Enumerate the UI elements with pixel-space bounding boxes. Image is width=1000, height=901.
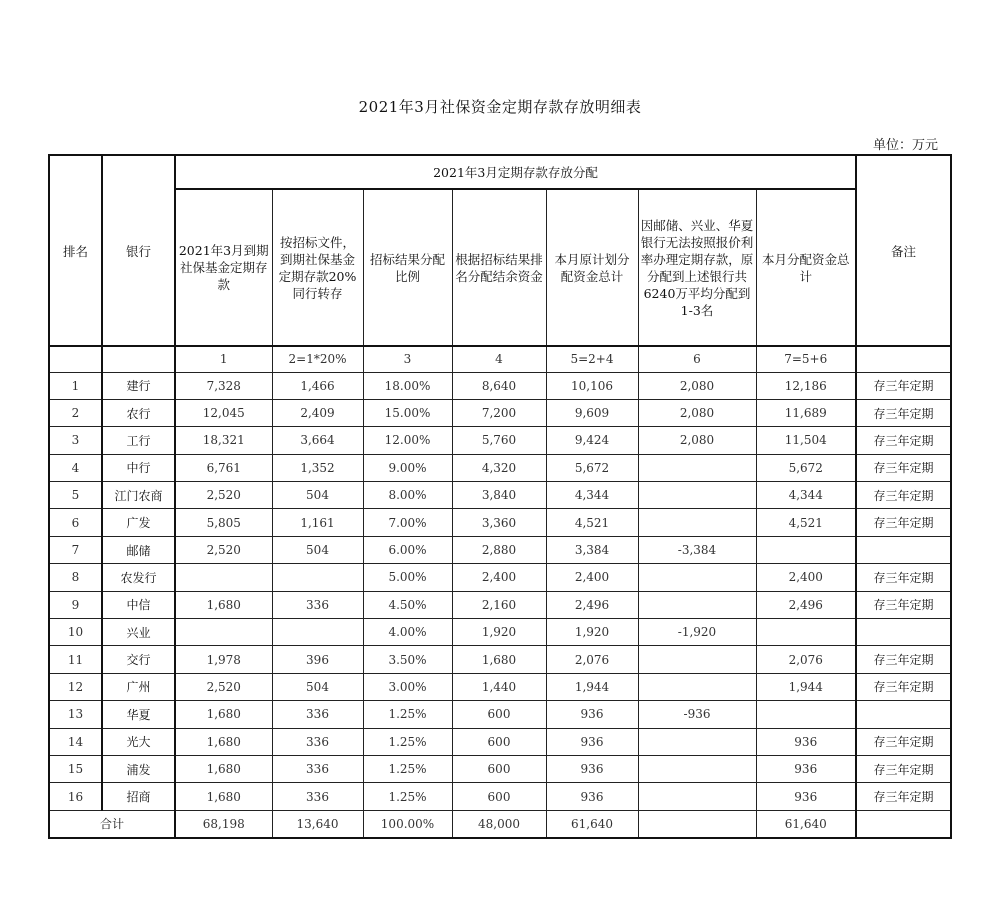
cell-c3: 6.00% (363, 536, 452, 563)
cell-c7 (756, 536, 856, 563)
cell-c6 (638, 728, 756, 755)
header-group: 2021年3月定期存款存放分配 (175, 155, 856, 189)
deposit-table (48, 154, 952, 839)
cell-c7: 12,186 (756, 372, 856, 399)
cell-bank: 交行 (102, 646, 175, 673)
cell-bank: 华夏 (102, 701, 175, 728)
cell-rank: 10 (49, 619, 102, 646)
cell-c4: 1,680 (452, 646, 546, 673)
cell-c4: 7,200 (452, 399, 546, 426)
cell-c4: 3,360 (452, 509, 546, 536)
cell-c2: 396 (272, 646, 363, 673)
cell-c2 (272, 564, 363, 591)
cell-c6 (638, 482, 756, 509)
cell-c2: 1,352 (272, 454, 363, 481)
cell-c6: -1,920 (638, 619, 756, 646)
header-col-7: 本月分配资金总计 (756, 189, 856, 346)
cell-remark: 存三年定期 (856, 564, 951, 591)
cell-bank: 中行 (102, 454, 175, 481)
cell-c2: 3,664 (272, 427, 363, 454)
cell-c1 (175, 564, 272, 591)
cell-c7: 5,672 (756, 454, 856, 481)
cell-rank: 12 (49, 673, 102, 700)
cell-c2: 504 (272, 673, 363, 700)
cell-remark: 存三年定期 (856, 372, 951, 399)
formula-6: 6 (638, 346, 756, 372)
cell-c5: 9,609 (546, 399, 638, 426)
cell-c2: 504 (272, 482, 363, 509)
cell-c7: 4,344 (756, 482, 856, 509)
cell-c3: 1.25% (363, 783, 452, 810)
cell-c1: 18,321 (175, 427, 272, 454)
cell-c7 (756, 701, 856, 728)
cell-rank: 15 (49, 755, 102, 782)
cell-c4: 1,920 (452, 619, 546, 646)
cell-c1: 5,805 (175, 509, 272, 536)
table-row (49, 509, 951, 536)
cell-rank: 5 (49, 482, 102, 509)
formula-remark-blank (856, 346, 951, 372)
cell-bank: 兴业 (102, 619, 175, 646)
cell-c1: 2,520 (175, 482, 272, 509)
cell-c5: 2,400 (546, 564, 638, 591)
cell-c3: 15.00% (363, 399, 452, 426)
cell-c7: 11,689 (756, 399, 856, 426)
cell-c6: 2,080 (638, 427, 756, 454)
table-row (49, 372, 951, 399)
cell-c2: 336 (272, 591, 363, 618)
cell-c5: 936 (546, 755, 638, 782)
cell-c4: 2,400 (452, 564, 546, 591)
cell-c3: 18.00% (363, 372, 452, 399)
cell-bank: 建行 (102, 372, 175, 399)
header-col-6: 因邮储、兴业、华夏银行无法按照报价利率办理定期存款，原分配到上述银行共6240万平均分配到1-3名 (638, 189, 756, 346)
cell-remark: 存三年定期 (856, 482, 951, 509)
cell-c6 (638, 810, 756, 837)
page-title: 2021年3月社保资金定期存款存放明细表 (358, 98, 642, 116)
cell-c7: 936 (756, 728, 856, 755)
cell-c2 (272, 619, 363, 646)
table-row (49, 783, 951, 810)
cell-c5: 1,944 (546, 673, 638, 700)
cell-remark: 存三年定期 (856, 427, 951, 454)
cell-c1: 1,680 (175, 728, 272, 755)
cell-rank: 8 (49, 564, 102, 591)
cell-c7: 2,076 (756, 646, 856, 673)
cell-c7: 2,400 (756, 564, 856, 591)
cell-c4: 3,840 (452, 482, 546, 509)
cell-remark (856, 810, 951, 837)
cell-bank: 广发 (102, 509, 175, 536)
header-rank: 排名 (49, 155, 102, 346)
cell-c4: 600 (452, 783, 546, 810)
cell-c7: 61,640 (756, 810, 856, 837)
cell-c6 (638, 564, 756, 591)
cell-remark: 存三年定期 (856, 509, 951, 536)
cell-remark: 存三年定期 (856, 755, 951, 782)
cell-c5: 3,384 (546, 536, 638, 563)
table-row (49, 701, 951, 728)
cell-c3: 3.50% (363, 646, 452, 673)
cell-c4: 8,640 (452, 372, 546, 399)
cell-c2: 504 (272, 536, 363, 563)
cell-c7: 936 (756, 755, 856, 782)
cell-remark: 存三年定期 (856, 728, 951, 755)
cell-remark: 存三年定期 (856, 783, 951, 810)
cell-c5: 936 (546, 783, 638, 810)
formula-rank-blank (49, 346, 102, 372)
cell-c5: 2,076 (546, 646, 638, 673)
cell-c1: 2,520 (175, 673, 272, 700)
cell-c5: 4,521 (546, 509, 638, 536)
cell-bank: 邮储 (102, 536, 175, 563)
cell-c6 (638, 673, 756, 700)
cell-c7: 936 (756, 783, 856, 810)
cell-remark: 存三年定期 (856, 591, 951, 618)
cell-c6 (638, 646, 756, 673)
cell-c5: 10,106 (546, 372, 638, 399)
cell-c2: 336 (272, 701, 363, 728)
header-remark: 备注 (856, 155, 951, 346)
cell-c1 (175, 619, 272, 646)
cell-c3: 3.00% (363, 673, 452, 700)
table-row (49, 564, 951, 591)
cell-c6: -3,384 (638, 536, 756, 563)
cell-c3: 4.00% (363, 619, 452, 646)
cell-c3: 12.00% (363, 427, 452, 454)
cell-c2: 336 (272, 783, 363, 810)
cell-c6 (638, 755, 756, 782)
cell-c3: 1.25% (363, 755, 452, 782)
cell-c6: 2,080 (638, 399, 756, 426)
table-row (49, 646, 951, 673)
cell-c2: 336 (272, 728, 363, 755)
cell-c2: 13,640 (272, 810, 363, 837)
cell-rank: 11 (49, 646, 102, 673)
cell-c5: 936 (546, 728, 638, 755)
cell-c3: 8.00% (363, 482, 452, 509)
cell-c7: 2,496 (756, 591, 856, 618)
cell-c2: 1,466 (272, 372, 363, 399)
cell-bank: 浦发 (102, 755, 175, 782)
table-row (49, 454, 951, 481)
cell-bank: 农行 (102, 399, 175, 426)
cell-rank: 6 (49, 509, 102, 536)
cell-c4: 2,880 (452, 536, 546, 563)
cell-c7: 1,944 (756, 673, 856, 700)
cell-c6 (638, 591, 756, 618)
header-col-5: 本月原计划分配资金总计 (546, 189, 638, 346)
cell-c2: 1,161 (272, 509, 363, 536)
cell-rank: 9 (49, 591, 102, 618)
cell-c7: 11,504 (756, 427, 856, 454)
cell-c1: 12,045 (175, 399, 272, 426)
cell-c3: 1.25% (363, 701, 452, 728)
cell-remark: 存三年定期 (856, 673, 951, 700)
cell-c3: 5.00% (363, 564, 452, 591)
formula-5: 5=2+4 (546, 346, 638, 372)
cell-bank: 光大 (102, 728, 175, 755)
table-row (49, 536, 951, 563)
formula-bank-blank (102, 346, 175, 372)
cell-bank: 广州 (102, 673, 175, 700)
cell-rank: 4 (49, 454, 102, 481)
cell-c2: 336 (272, 755, 363, 782)
cell-c3: 4.50% (363, 591, 452, 618)
cell-c7 (756, 619, 856, 646)
table-row (49, 755, 951, 782)
cell-c1: 1,978 (175, 646, 272, 673)
formula-2: 2=1*20% (272, 346, 363, 372)
cell-c3: 1.25% (363, 728, 452, 755)
cell-c5: 9,424 (546, 427, 638, 454)
cell-c7: 4,521 (756, 509, 856, 536)
table-row (49, 482, 951, 509)
formula-4: 4 (452, 346, 546, 372)
table-row (49, 427, 951, 454)
header-col-3: 招标结果分配比例 (363, 189, 452, 346)
header-col-2: 按招标文件，到期社保基金定期存款20%同行转存 (272, 189, 363, 346)
cell-c4: 600 (452, 701, 546, 728)
header-col-1: 2021年3月到期社保基金定期存款 (175, 189, 272, 346)
cell-rank: 3 (49, 427, 102, 454)
cell-bank: 农发行 (102, 564, 175, 591)
cell-c4: 1,440 (452, 673, 546, 700)
cell-c1: 1,680 (175, 701, 272, 728)
cell-c5: 936 (546, 701, 638, 728)
formula-3: 3 (363, 346, 452, 372)
cell-rank: 13 (49, 701, 102, 728)
table-row (49, 673, 951, 700)
cell-bank: 招商 (102, 783, 175, 810)
cell-remark (856, 536, 951, 563)
formula-1: 1 (175, 346, 272, 372)
total-row (49, 810, 951, 837)
cell-c4: 5,760 (452, 427, 546, 454)
cell-remark: 存三年定期 (856, 646, 951, 673)
cell-c4: 600 (452, 728, 546, 755)
cell-c3: 9.00% (363, 454, 452, 481)
cell-c6: -936 (638, 701, 756, 728)
cell-rank: 7 (49, 536, 102, 563)
cell-c5: 1,920 (546, 619, 638, 646)
cell-remark: 存三年定期 (856, 454, 951, 481)
cell-c6 (638, 783, 756, 810)
cell-remark (856, 619, 951, 646)
cell-c6: 2,080 (638, 372, 756, 399)
cell-c3: 100.00% (363, 810, 452, 837)
cell-bank: 工行 (102, 427, 175, 454)
table-row (49, 399, 951, 426)
cell-bank: 中信 (102, 591, 175, 618)
cell-c5: 2,496 (546, 591, 638, 618)
cell-bank: 江门农商 (102, 482, 175, 509)
cell-c1: 7,328 (175, 372, 272, 399)
header-bank: 银行 (102, 155, 175, 346)
cell-rank: 14 (49, 728, 102, 755)
cell-c4: 48,000 (452, 810, 546, 837)
cell-c1: 68,198 (175, 810, 272, 837)
cell-c4: 2,160 (452, 591, 546, 618)
cell-c1: 1,680 (175, 783, 272, 810)
cell-total-label: 合计 (49, 810, 175, 837)
cell-c1: 1,680 (175, 591, 272, 618)
cell-c4: 4,320 (452, 454, 546, 481)
cell-remark: 存三年定期 (856, 399, 951, 426)
cell-rank: 16 (49, 783, 102, 810)
header-col-4: 根据招标结果排名分配结余资金 (452, 189, 546, 346)
cell-c5: 5,672 (546, 454, 638, 481)
unit-label: 单位：万元 (872, 138, 938, 153)
cell-c5: 61,640 (546, 810, 638, 837)
cell-c3: 7.00% (363, 509, 452, 536)
table-row (49, 591, 951, 618)
cell-rank: 1 (49, 372, 102, 399)
cell-rank: 2 (49, 399, 102, 426)
cell-c1: 2,520 (175, 536, 272, 563)
cell-c2: 2,409 (272, 399, 363, 426)
formula-7: 7=5+6 (756, 346, 856, 372)
cell-c1: 1,680 (175, 755, 272, 782)
cell-c4: 600 (452, 755, 546, 782)
table-row (49, 619, 951, 646)
table-row (49, 728, 951, 755)
cell-remark (856, 701, 951, 728)
cell-c5: 4,344 (546, 482, 638, 509)
cell-c1: 6,761 (175, 454, 272, 481)
cell-c6 (638, 454, 756, 481)
cell-c6 (638, 509, 756, 536)
